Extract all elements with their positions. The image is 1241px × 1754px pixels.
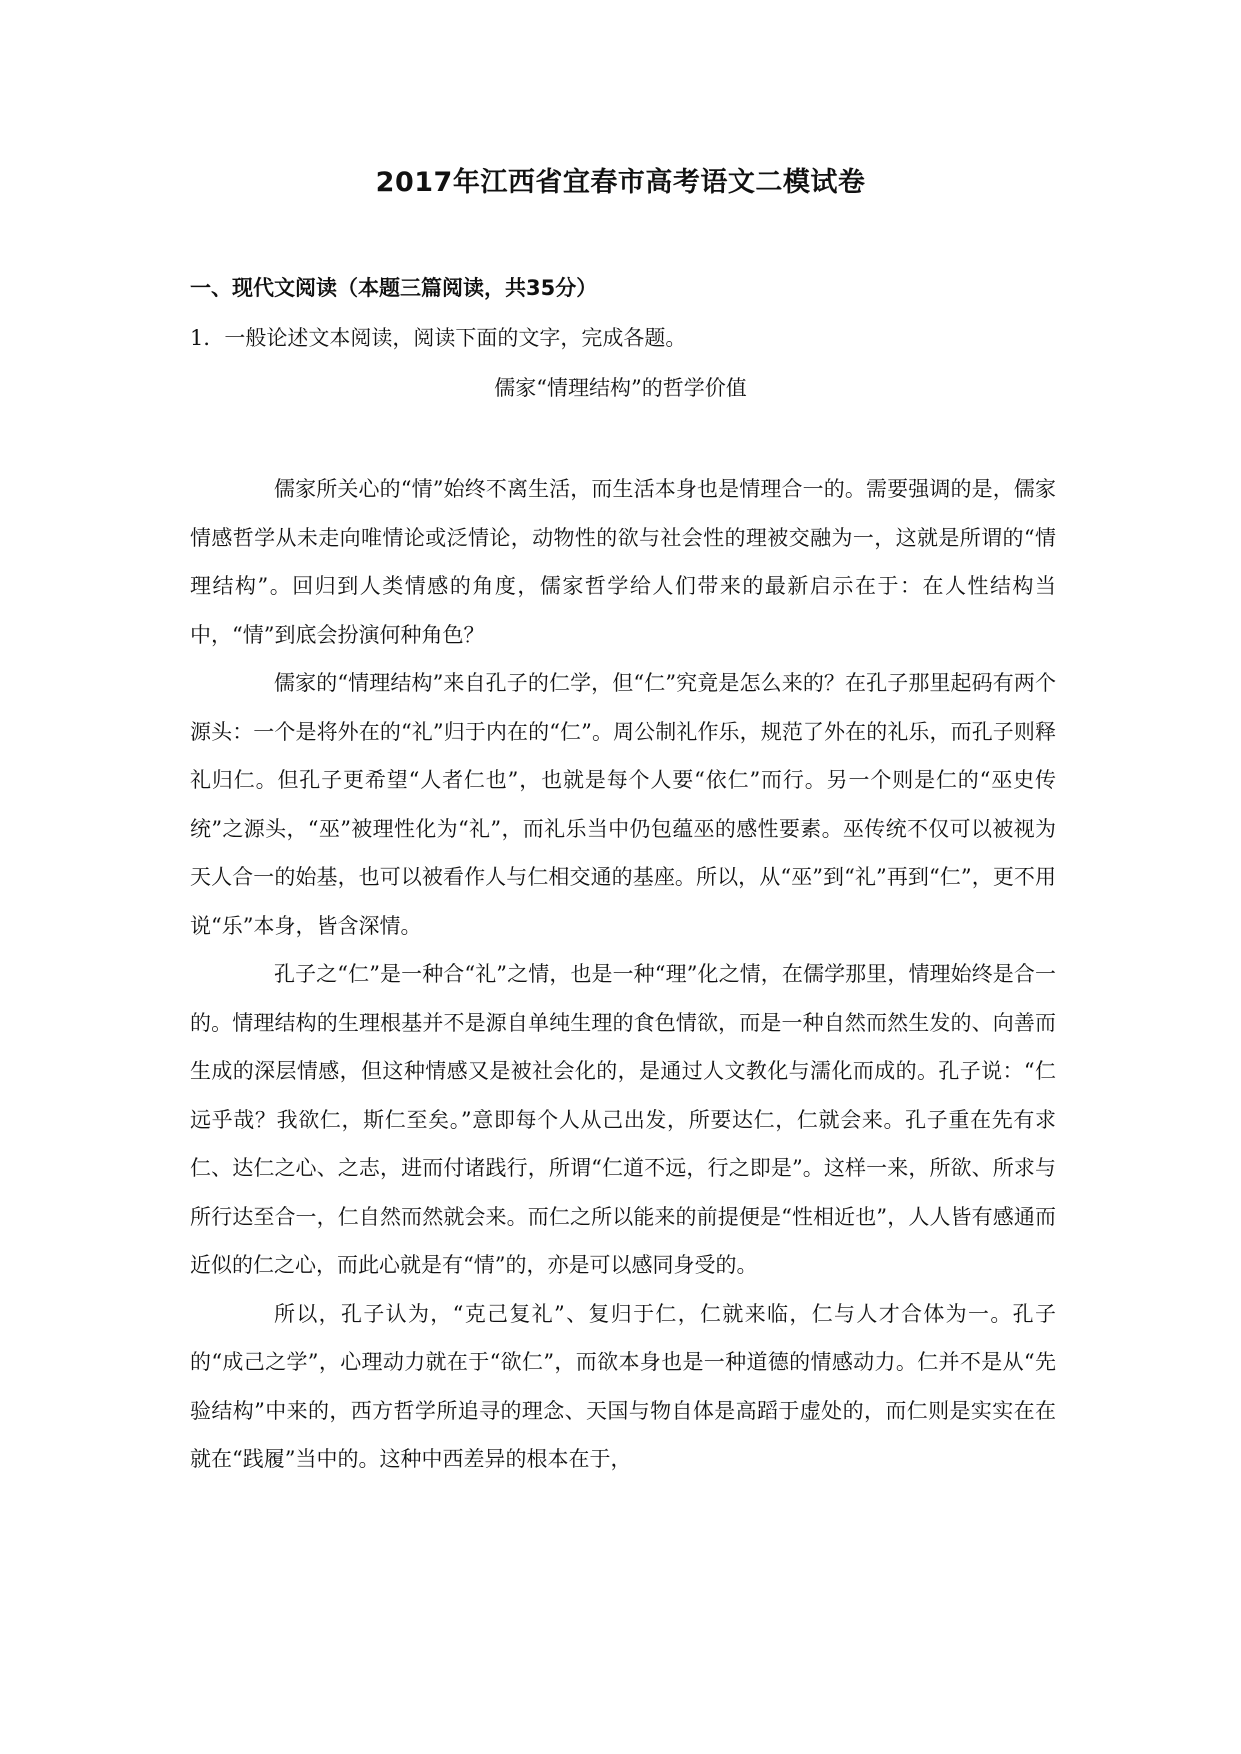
exam-title: 2017年江西省宜春市高考语文二模试卷 [375,167,866,198]
article-body [190,465,1056,1484]
article-title: 儒家“情理结构”的哲学价值 [494,376,747,400]
paragraph: 所以，孔子认为，“克己复礼”、复归于仁，仁就来临，仁与人才合体为一。孔子的“成己之学”，心理动力就在于“欲仁”，而欲本身也是一种道德的情感动力。仁并不是从“先验结构”中来的，西方哲学所追寻的理念、天国与物自体是高蹈于虚处的，而仁则是实实在在就在“践履”当中的。这种中西差异的根本在于， [190,1301,1056,1471]
question-intro: 1．一般论述文本阅读，阅读下面的文字，完成各题。 [190,326,687,350]
paragraph: 儒家的“情理结构”来自孔子的仁学，但“仁”究竟是怎么来的？在孔子那里起码有两个源头：一个是将外在的“礼”归于内在的“仁”。周公制礼作乐，规范了外在的礼乐，而孔子则释礼归仁。但孔子更希望“人者仁也”，也就是每个人要“依仁”而行。另一个则是仁的“巫史传统”之源头，“巫”被理性化为“礼”，而礼乐当中仍包蕴巫的感性要素。巫传统不仅可以被视为天人合一的始基，也可以被看作人与仁相交通的基座。所以，从“巫”到“礼”再到“仁”，更不用说“乐”本身，皆含深情。 [190,671,1056,938]
section-heading: 一、现代文阅读（本题三篇阅读，共35分） [190,276,598,300]
paragraph: 孔子之“仁”是一种合“礼”之情，也是一种“理”化之情，在儒学那里，情理始终是合一的。情理结构的生理根基并不是源自单纯生理的食色情欲，而是一种自然而然生发的、向善而生成的深层情感，但这种情感又是被社会化的，是通过人文教化与濡化而成的。孔子说：“仁远乎哉？我欲仁，斯仁至矣。”意即每个人从己出发，所要达仁，仁就会来。孔子重在先有求仁、达仁之心、之志，进而付诸践行，所谓“仁道不远，行之即是”。这样一来，所欲、所求与所行达至合一，仁自然而然就会来。而仁之所以能来的前提便是“性相近也”，人人皆有感通而近似的仁之心，而此心就是有“情”的，亦是可以感同身受的。 [190,962,1056,1277]
paragraph: 儒家所关心的“情”始终不离生活，而生活本身也是情理合一的。需要强调的是，儒家情感哲学从未走向唯情论或泛情论，动物性的欲与社会性的理被交融为一，这就是所谓的“情理结构”。回归到人类情感的角度，儒家哲学给人们带来的最新启示在于：在人性结构当中，“情”到底会扮演何种角色？ [190,477,1056,647]
